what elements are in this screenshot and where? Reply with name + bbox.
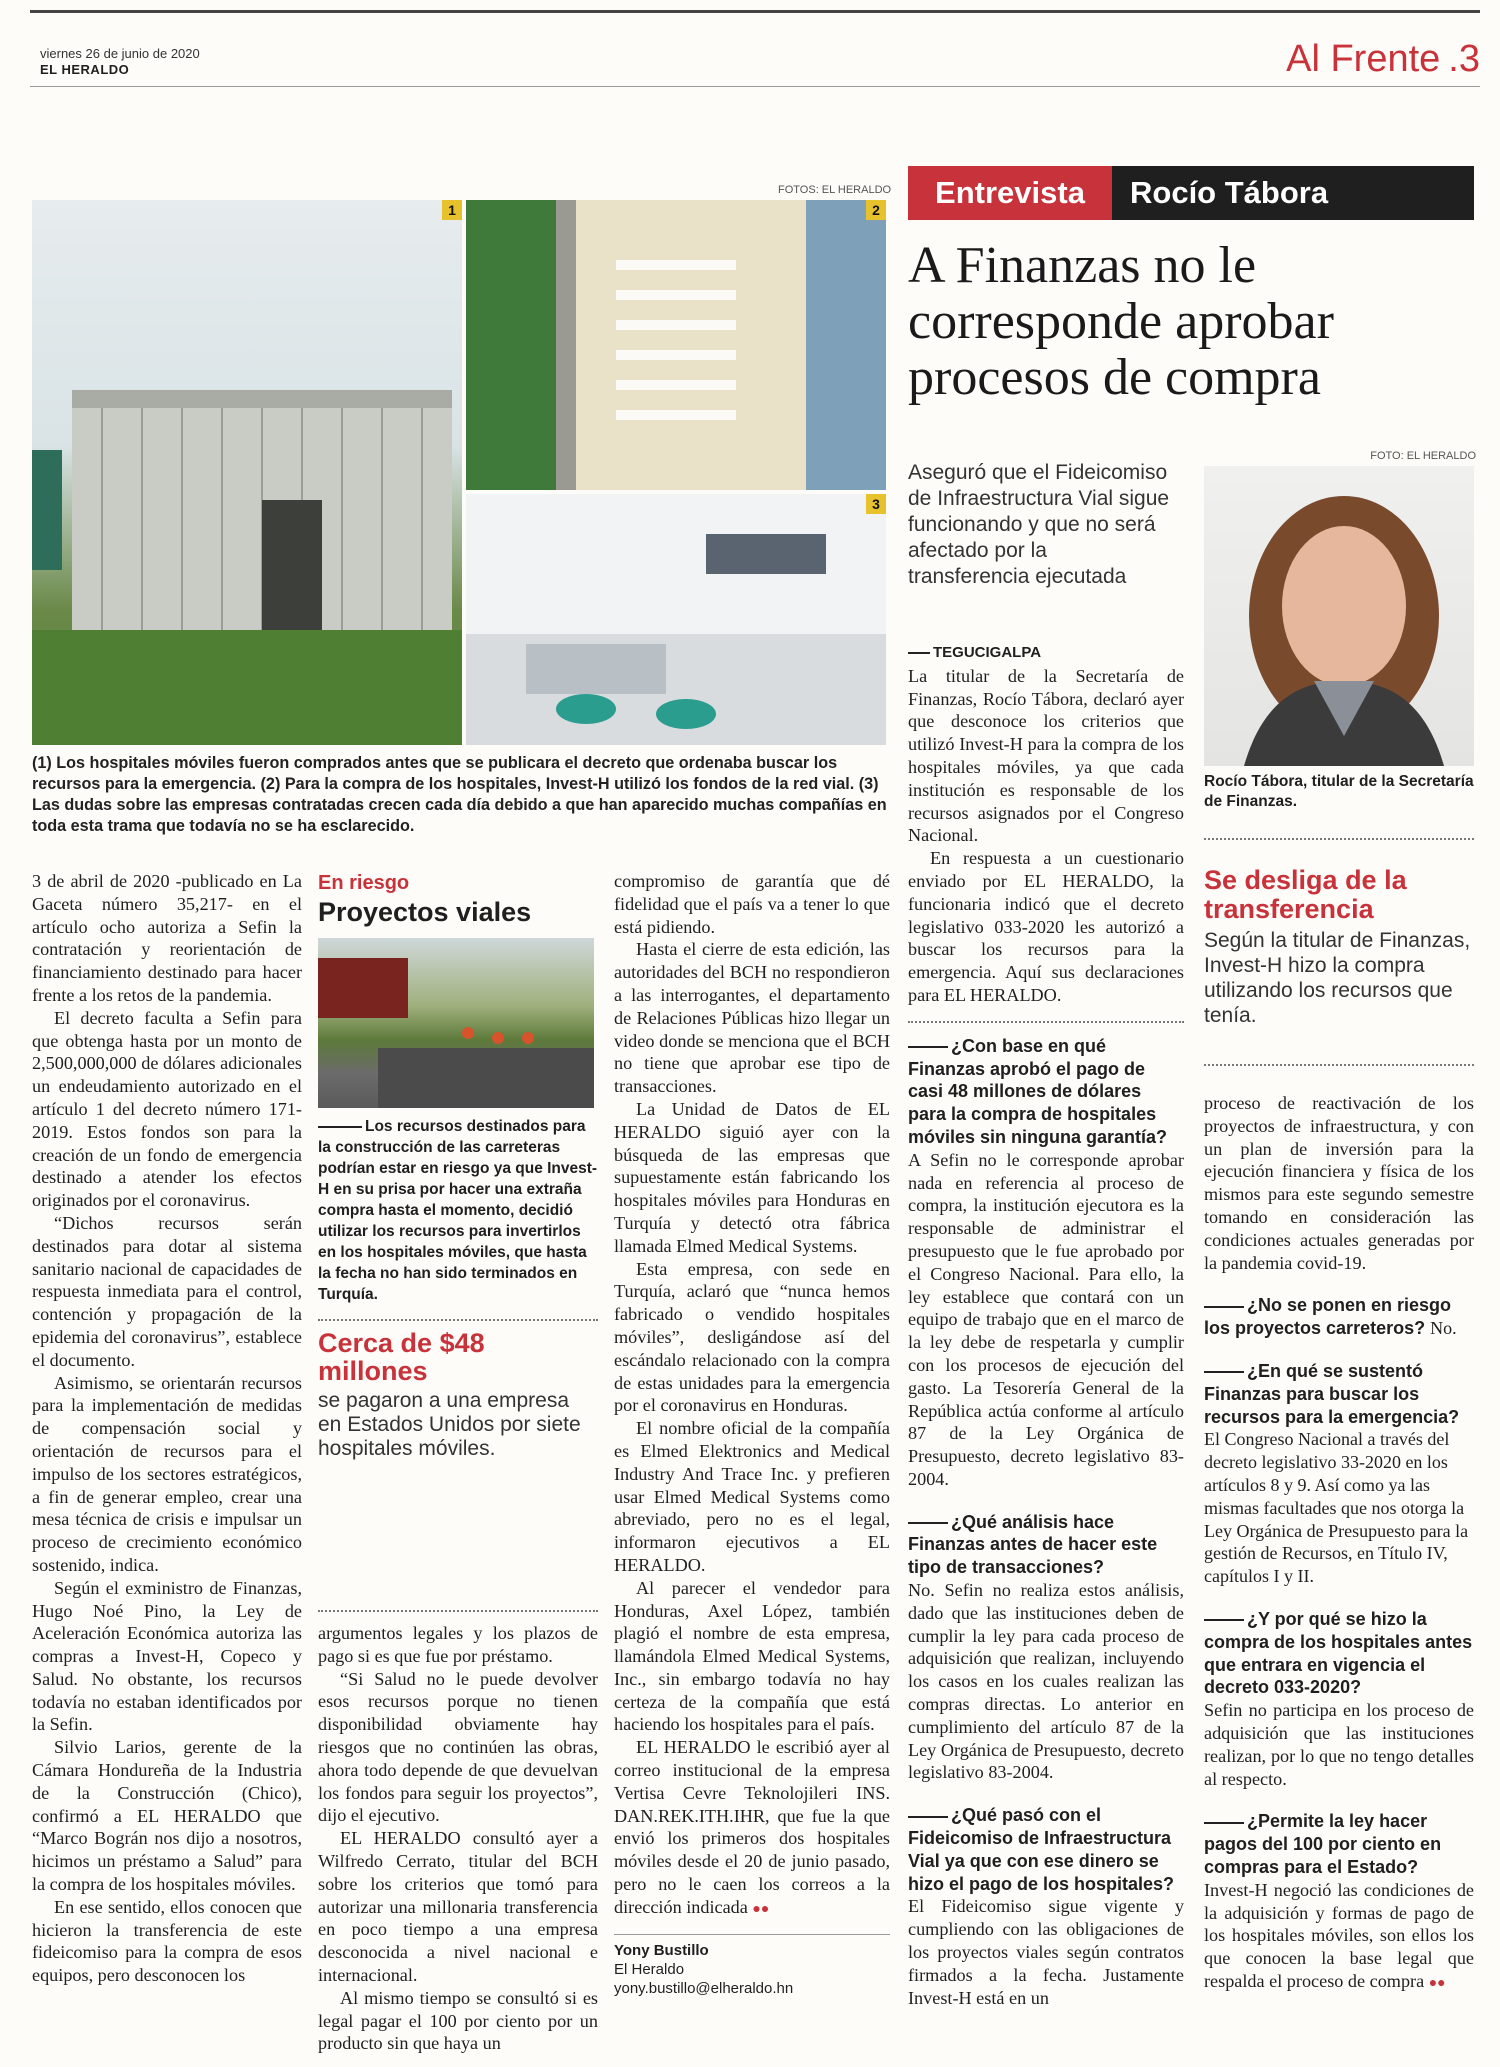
sidebar-amount-title: Cerca de $48 millones	[318, 1328, 485, 1386]
sidebar-road-photo	[318, 938, 594, 1108]
article-paragraph: EL HERALDO consultó ayer a Wilfredo Cerrato, titular del BCH sobre los criterios que tomó para autorizar una millonaria transferencia en poco tiempo a una empresa desconocida a nivel nacional e internacional.	[318, 1828, 598, 1985]
section-title	[1286, 38, 1480, 81]
interview-name: Rocío Tábora	[1130, 175, 1329, 210]
hospital-interior-illustration	[466, 494, 886, 745]
article-paragraph: 3 de abril de 2020 -publicado en La Gaceta número 35,217- en el artículo ocho autoriza a Sefin la contratación y reorientación de financiamiento destinado para hacer frente a los retos de la pandemia.	[32, 871, 302, 1005]
header-paper: EL HERALDO	[40, 62, 130, 77]
interview-answer-inline: El Congreso Nacional a través del decreto legislativo 33-2020 en los artículos 8 y 9. Así como ya las mismas facultades que nos otorga la Ley Orgánica de Presupuesto para la gestión de Recursos, en Título IV, capítulos I y II.	[1204, 1429, 1469, 1587]
page-number: .3	[1448, 38, 1480, 80]
sidebar-amount-text: se pagaron a una empresa en Estados Unidos por siete hospitales móviles.	[318, 1389, 581, 1460]
article-paragraph: El nombre oficial de la compañía es Elmed Elektronics and Medical Industry And Trace Inc. y prefieren usar Elmed Medical Systems como abreviado, pero no es el legal, informaron ejecutivos a EL HERALDO.	[614, 1418, 890, 1575]
interview-headline: A Finanzas no le corresponde aprobar procesos de compra	[908, 237, 1334, 406]
article-paragraph: La Unidad de Datos de EL HERALDO siguió ayer con la búsqueda de las empresas que supuestamente están fabricando los hospitales móviles para Honduras en Turquía y detectó otra fábrica llamada Elmed Medical Systems.	[614, 1098, 890, 1256]
article-column-3	[614, 870, 890, 1998]
photo-mobile-hospital	[32, 200, 462, 745]
interview-question-text: ¿No se ponen en riesgo los proyectos carreteros?	[1204, 1295, 1452, 1339]
interview-answer: A Sefin no le corresponde aprobar nada en referencia al proceso de compra, la institución ejecutora es la responsable de administrar el presupuesto que le fue aprobado por el Congreso Nacional. Para ello, la ley establece que contará con un equipo de trabajo que en el marco de la ley debe de respetarla y cumplir con los procesos de ejecución del gasto. La Tesorería General de la República actúa conforme al artículo 87 de la Ley Orgánica de Presupuesto, decreto legislativo 83-2004.	[908, 1149, 1184, 1489]
dateline	[908, 642, 1184, 665]
road-works-illustration	[318, 938, 594, 1108]
interview-label: Entrevista	[908, 166, 1112, 220]
byline-email[interactable]: yony.bustillo@elheraldo.hn	[614, 1979, 794, 1997]
interview-answer: Sefin no participa en los proceso de adquisición que las instituciones realizan, por lo que no tengo detalles al respecto.	[1204, 1700, 1474, 1789]
photo-badge-2: 2	[866, 200, 886, 220]
article-paragraph: El decreto faculta a Sefin para que obtenga hasta por un monto de 2,500,000,000 de dólares adicionales un endeudamiento autorizado en el artículo 1 del decreto número 171-2019. Estos fondos son para la creación de un fondo de emergencia destinado a atender los efectos originados por el coronavirus.	[32, 1007, 302, 1211]
header-bottom-rule	[30, 86, 1480, 87]
article-paragraph: En ese sentido, ellos conocen que hicieron la transferencia de este fideicomiso para la compra de esos equipos, pero desconocen los	[32, 1896, 302, 1986]
interview-question: ¿Qué análisis hace Finanzas antes de hacer este tipo de transacciones?	[908, 1511, 1184, 1579]
photos-caption: (1) Los hospitales móviles fueron comprados antes que se publicara el decreto que ordenaba buscar los recursos para la emergencia. (2) Para la compra de los hospitales, Invest-H utilizó los fondos de la red vial. (3) Las dudas sobre las empresas contratadas crecen cada día debido a que han aparecido muchas compañías en toda esta trama que todavía no se ha esclarecido.	[32, 754, 887, 835]
header-rule	[30, 10, 1480, 13]
photo-hospital-interior	[466, 494, 886, 745]
article-column-2	[318, 1622, 598, 2055]
portrait-credit: FOTO: EL HERALDO	[1370, 450, 1476, 462]
interview-column-a	[908, 642, 1184, 2009]
article-column-1	[32, 870, 302, 1987]
photos-credit: FOTOS: EL HERALDO	[778, 184, 892, 196]
interview-lead: En respuesta a un cuestionario enviado por EL HERALDO, la funcionaria indicó que el decreto legislativo 033-2020 les autorizó a buscar los recursos para la emergencia. Aquí sus declaraciones para EL HERALDO.	[908, 848, 1184, 1005]
sidebar-box	[318, 872, 598, 1602]
article-paragraph: “Dichos recursos serán destinados para dotar al sistema sanitario nacional de capacidades de respuesta inmediata para el control, contención y propagación de la epidemia del coronavirus”, establece el documento.	[32, 1212, 302, 1370]
interview-answer: No. Sefin no realiza estos análisis, dado que las instituciones deben de cumplir la ley para cada proceso de adquisición que realizan, incluyendo los casos en los cuales realizan las compras directas. Lo anterior en cumplimiento del artículo 87 de la Ley Orgánica de Presupuesto, decreto legislativo 83-2004.	[908, 1580, 1184, 1783]
sidebar-kicker: En riesgo	[318, 872, 410, 894]
header-date: viernes 26 de junio de 2020	[40, 46, 200, 61]
question-divider	[908, 1021, 1184, 1023]
dateline-text: TEGUCIGALPA	[933, 644, 1042, 661]
end-mark-icon: ●●	[752, 1901, 770, 1917]
callout-top-divider	[1204, 838, 1474, 840]
interview-lead: La titular de la Secretaría de Finanzas, Rocío Tábora, declaró ayer que desconoce los criterios que utilizó Invest-H para la compra de los hospitales móviles, ya que cada institución es responsable de los recursos asignados por el Congreso Nacional.	[908, 665, 1184, 846]
article-paragraph: Hasta el cierre de esta edición, las autoridades del BCH no respondieron a las interrogantes, el departamento de Relaciones Públicas hizo llegar un video donde se menciona que el BCH no tiene que aprobar ese tipo de transacciones.	[614, 939, 890, 1097]
article-paragraph: Asimismo, se orientarán recursos para la implementación de medidas de compensación social y orientación de recursos para el impulso de los sectores estratégicos, a fin de generar empleo, crear una mesa técnica de crisis e impulsar un proceso de crecimiento económico sostenido, indica.	[32, 1372, 302, 1575]
interview-answer: proceso de reactivación de los proyectos de infraestructura, y con un plan de inversión para la ejecución financiera y física de los mismos para este segundo semestre tomando en consideración las condiciones actuales generadas por la pandemia covid-19.	[1204, 1093, 1474, 1273]
sidebar-photo-text-body: Los recursos destinados para la construcción de las carreteras podrían estar en riesgo ya que Invest-H en su prisa por hacer una extraña compra hasta el momento, decidió utilizar los recursos para invertirlos en los hospitales móviles, que hasta la fecha no han sido terminados en Turquía.	[318, 1118, 598, 1303]
page-header	[30, 0, 1480, 86]
interview-band	[908, 166, 1474, 220]
end-mark-icon: ●●	[1428, 1975, 1446, 1991]
section-name: Al Frente	[1286, 38, 1441, 80]
article-paragraph: argumentos legales y los plazos de pago si es que fue por préstamo.	[318, 1623, 598, 1666]
sidebar-bottom-divider	[318, 1610, 598, 1612]
byline	[614, 1934, 890, 1998]
mobile-hospital-illustration	[32, 200, 462, 745]
portrait-photo	[1204, 466, 1474, 766]
sidebar-photo-text	[318, 1116, 598, 1305]
interview-answer-text: Invest-H negoció las condiciones de la adquisición y formas de pago de los hospitales móviles, son ellos los que conocen la base legal que respalda el proceso de compra	[1204, 1879, 1474, 1991]
byline-outlet: El Heraldo	[614, 1960, 685, 1978]
callout-title: Se desliga de la transferencia	[1204, 865, 1407, 924]
sidebar-divider	[318, 1319, 598, 1321]
interview-answer: El Fideicomiso sigue vigente y cumpliendo con las obligaciones de los proyectos viales según contratos firmados a la fecha. Justamente Invest-H está en un	[908, 1896, 1184, 2008]
interview-deck: Aseguró que el Fideicomiso de Infraestructura Vial sigue funcionando y que no será afectado por la transferencia ejecutada	[908, 461, 1170, 588]
interview-question	[1204, 1294, 1474, 1340]
portrait-illustration	[1204, 466, 1474, 766]
article-paragraph-text: EL HERALDO le escribió ayer al correo institucional de la empresa Vertisa Cevre Teknolojileri INS. DAN.REK.ITH.IHR, que fue la que envió los primeros dos hospitales móviles desde el 20 de junio pasado, pero no le caen los correos a la dirección indicada	[614, 1737, 890, 1917]
interview-question	[1204, 1360, 1474, 1588]
article-paragraph: Al parecer el vendedor para Honduras, Axel López, también plagió el nombre de esta empresa, llamándola Elmed Medical Systems, Inc., sin embargo todavía no hay certeza de la compañía que está haciendo los hospitales para el país.	[614, 1577, 890, 1735]
interview-question: ¿Qué pasó con el Fideicomiso de Infraestructura Vial ya que con ese dinero se hizo el pago de los hospitales?	[908, 1804, 1184, 1895]
interview-question-text: ¿En qué se sustentó Finanzas para buscar los recursos para la emergencia?	[1204, 1360, 1460, 1427]
article-paragraph: Al mismo tiempo se consultó si es legal pagar el 100 por ciento por un producto sin que haya un	[318, 1987, 598, 2054]
portrait-caption: Rocío Tábora, titular de la Secretaría de Finanzas.	[1204, 773, 1474, 810]
article-paragraph: Silvio Larios, gerente de la Cámara Hondureña de la Industria de la Construcción (Chico), confirmó a EL HERALDO que “Marco Bográn nos dijo a nosotros, hicimos un préstamo a Salud” para la compra de los hospitales móviles.	[32, 1737, 302, 1895]
interview-column-b	[1204, 1092, 1474, 1996]
interview-question: ¿Permite la ley hacer pagos del 100 por ciento en compras para el Estado?	[1204, 1810, 1474, 1878]
interview-question: ¿Con base en qué Finanzas aprobó el pago de casi 48 millones de dólares para la compra de hospitales móviles sin ninguna garantía?	[908, 1035, 1184, 1149]
article-paragraph	[614, 1736, 890, 1921]
article-paragraph: Esta empresa, con sede en Turquía, aclaró que “nunca hemos fabricado o vendido hospitales móviles”, desligándose así del escándalo relacionado con la compra de estas unidades para la emergencia por el coronavirus en Honduras.	[614, 1258, 890, 1416]
article-paragraph: “Si Salud no le puede devolver esos recursos porque no tienen disponibilidad obviamente hay riesgos que no continúen las obras, ahora todo depende de que devuelvan los fondos para seguir los proyectos”, dijo el ejecutivo.	[318, 1668, 598, 1826]
article-paragraph: Según el exministro de Finanzas, Hugo Noé Pino, la Ley de Aceleración Económica autoriza las compras a Invest-H, Copeco y Salud. No obstante, los recursos todavía no estaban identificados por la Sefin.	[32, 1577, 302, 1735]
photo-badge-3: 3	[866, 494, 886, 514]
photo-badge-1: 1	[442, 200, 462, 220]
interview-question: ¿Y por qué se hizo la compra de los hospitales antes que entrara en vigencia el decreto 033-2020?	[1204, 1608, 1473, 1698]
byline-name: Yony Bustillo	[614, 1941, 709, 1959]
road-aerial-illustration	[466, 200, 886, 490]
sidebar-title: Proyectos viales	[318, 897, 532, 927]
callout-bottom-divider	[1204, 1064, 1474, 1066]
callout-text: Según la titular de Finanzas, Invest-H hizo la compra utilizando los recursos que tenía.	[1204, 929, 1471, 1027]
article-paragraph: compromiso de garantía que dé fidelidad que el país va a tener lo que está pidiendo.	[614, 871, 890, 937]
photo-road-aerial	[466, 200, 886, 490]
interview-answer-inline: No.	[1430, 1318, 1457, 1339]
interview-answer	[1204, 1879, 1474, 1996]
